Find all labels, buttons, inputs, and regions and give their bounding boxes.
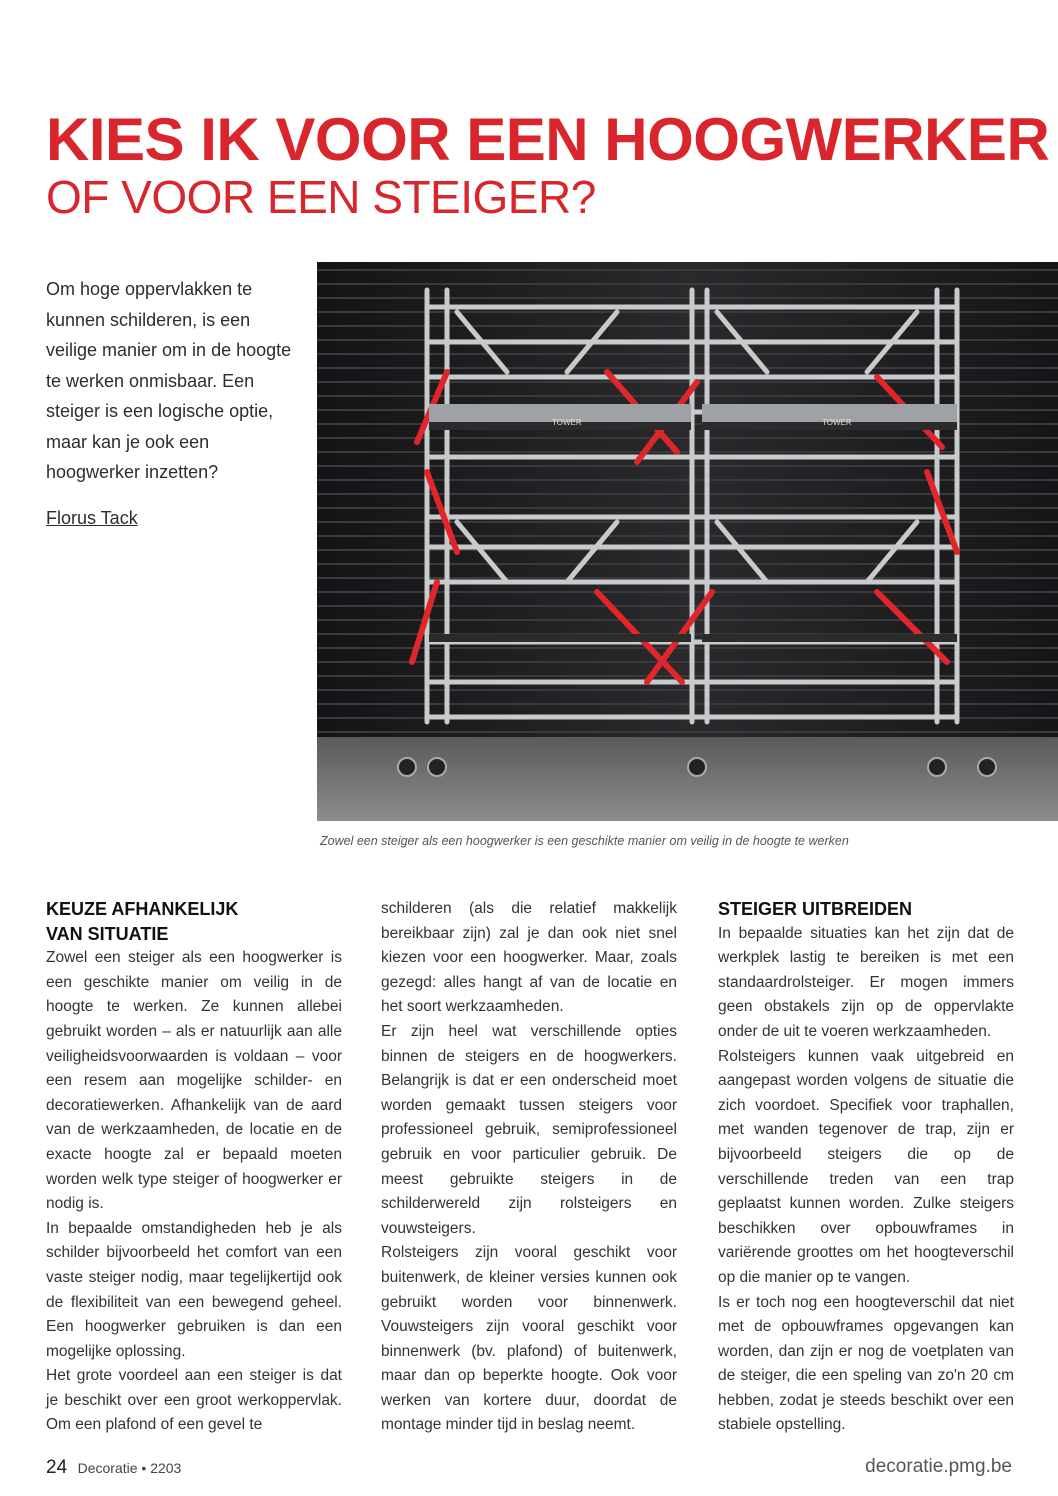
author-link[interactable]: Florus Tack bbox=[46, 508, 138, 528]
column-2 bbox=[381, 897, 677, 1438]
scaffold-illustration bbox=[317, 262, 1058, 821]
scaffold-photo bbox=[317, 262, 1058, 821]
platform-edge bbox=[702, 634, 957, 642]
website-link[interactable]: decoratie.pmg.be bbox=[865, 1456, 1012, 1477]
caster-wheel bbox=[928, 758, 946, 776]
paragraph: Er zijn heel wat verschillende opties binnen de steigers en de hoogwerkers. Belangrijk is dat er een onderscheid moet worden gemaakt tussen steigers voor professioneel gebruik, semiprofessioneel gebruik en voor particulier gebruik. De meest gebruikte steigers in de schilderwereld zijn rolsteigers en vouwsteigers. bbox=[381, 1022, 677, 1237]
caster-wheel bbox=[978, 758, 996, 776]
section-heading-line: KEUZE AFHANKELIJK bbox=[46, 899, 239, 919]
paragraph: In bepaalde omstandigheden heb je als schilder bijvoorbeeld het comfort van een vaste steiger nodig, maar tegelijkertijd ook de flexibiliteit van een bewegend geheel. Een hoogwerker gebruiken is dan een mogelijke oplossing. bbox=[46, 1219, 342, 1360]
paragraph: Het grote voordeel aan een steiger is dat je beschikt over een groot werkoppervlak. Om een plafond of een gevel te bbox=[46, 1367, 342, 1434]
section-heading bbox=[46, 897, 342, 946]
section-heading: STEIGER UITBREIDEN bbox=[718, 899, 913, 919]
intro-text: Om hoge oppervlakken te kunnen schilderen, is een veilige manier om in de hoogte te werken onmisbaar. Een steiger is een logische optie, maar kan je ook een hoogwerker inzetten? bbox=[46, 279, 292, 482]
paragraph: schilderen (als die relatief makkelijk bereikbaar zijn) zal je dan ook niet snel kiezen voor een hoogwerker. Maar, zoals gezegd: alles hangt af van de locatie en het soort werkzaamheden. bbox=[381, 900, 677, 1016]
paragraph: Is er toch nog een hoogteverschil dat niet met de opbouwframes opgevangen kan worden, dan zijn er nog de voetplaten van de steiger, die een speling van zo'n 20 cm hebben, zodat je steeds beschikt over een stabiele opstelling. bbox=[718, 1293, 1014, 1434]
caster-wheel bbox=[428, 758, 446, 776]
caster-wheel bbox=[398, 758, 416, 776]
page-title: KIES IK VOOR EEN HOOGWERKER bbox=[46, 106, 1050, 173]
platform-label: TOWER bbox=[552, 418, 582, 427]
photo-caption: Zowel een steiger als een hoogwerker is een geschikte manier om veilig in de hoogte te werken bbox=[320, 834, 849, 848]
column-1 bbox=[46, 897, 342, 1438]
column-3 bbox=[718, 897, 1014, 1438]
platform-edge bbox=[429, 634, 691, 642]
page-subtitle: OF VOOR EEN STEIGER? bbox=[46, 171, 596, 223]
paragraph: In bepaalde situaties kan het zijn dat de werkplek lastig te bereiken is met een standaardrolsteiger. Er mogen immers geen obstakels zijn op de oppervlakte onder de uit te voeren werkzaamheden. bbox=[718, 924, 1014, 1040]
magazine-issue: Decoratie • 2203 bbox=[77, 1460, 182, 1476]
paragraph: Zowel een steiger als een hoogwerker is een geschikte manier om veilig in de hoogte te werken. Ze kunnen allebei gebruikt worden – als er natuurlijk aan alle veiligheidsvoorwaarden is voldaan – voor een resem aan mogelijke schilder- en decoratiewerken. Afhankelijk van de aard van de werkzaamheden, de locatie en de exacte hoogte zal er bepaald moeten worden welk type steiger of hoogwerker er nodig is. bbox=[46, 949, 342, 1213]
platform-label: TOWER bbox=[822, 418, 852, 427]
page-footer-left bbox=[46, 1457, 181, 1479]
section-heading-line: VAN SITUATIE bbox=[46, 923, 169, 944]
paragraph: Rolsteigers zijn vooral geschikt voor buitenwerk, de kleiner versies kunnen ook gebruikt worden voor binnenwerk. Vouwsteigers zijn vooral geschikt voor binnenwerk (bv. plafond) of buitenwerk, maar dan op beperkte hoogte. Ook voor werken van kortere duur, doordat de montage minder tijd in beslag neemt. bbox=[381, 1244, 677, 1434]
paragraph: Rolsteigers kunnen vaak uitgebreid en aangepast worden volgens de situatie die zich voordoet. Specifiek voor traphallen, met wanden tegenover de trap, zijn er bijvoorbeeld steigers die op de verschillende treden van een trap geplaatst kunnen worden. Zulke steigers beschikken over opbouwframes in variërende groottes om het hoogteverschil op die manier op te vangen. bbox=[718, 1047, 1014, 1286]
caster-wheel bbox=[688, 758, 706, 776]
page-number: 24 bbox=[46, 1457, 68, 1478]
